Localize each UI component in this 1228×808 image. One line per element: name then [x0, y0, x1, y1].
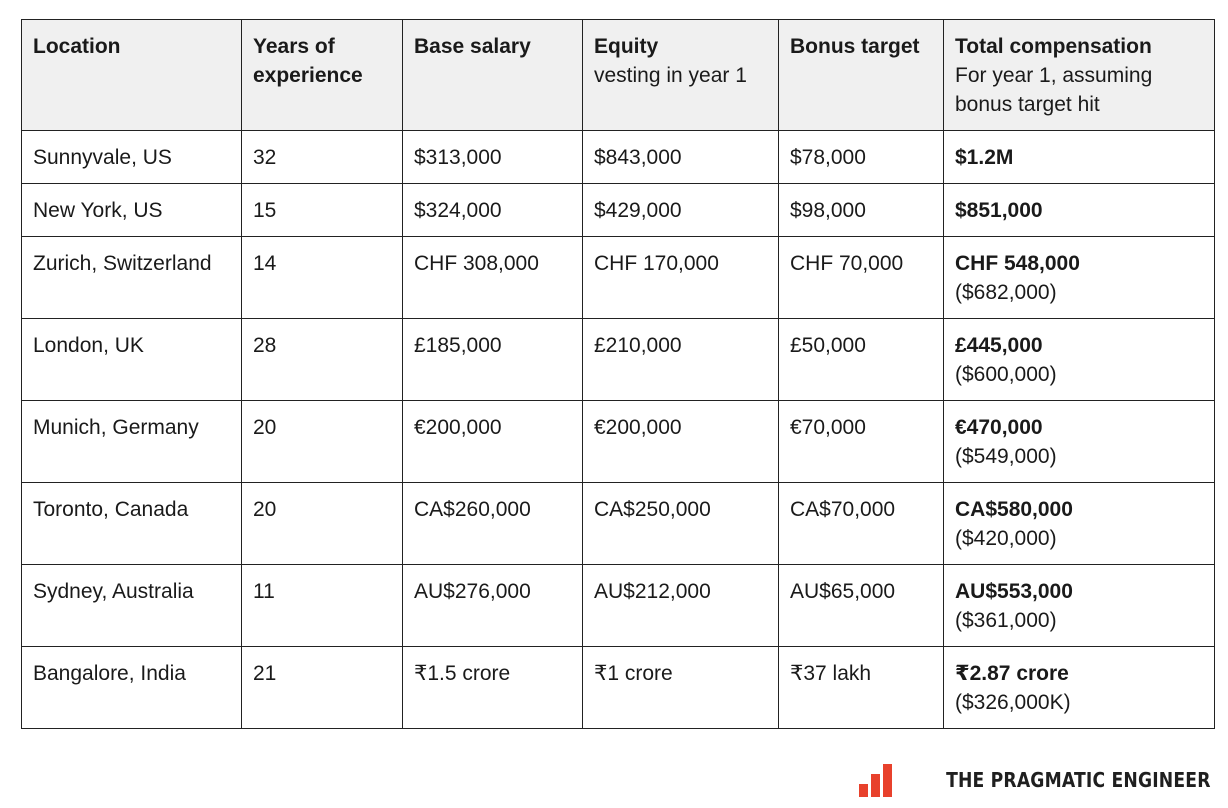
- table-row: [22, 483, 1215, 565]
- cell-equity: €200,000: [583, 401, 779, 483]
- total-local: $1.2M: [955, 146, 1014, 169]
- cell-bonus: CA$70,000: [779, 483, 944, 565]
- bar-chart-logo-icon: [859, 763, 893, 797]
- cell-years: 28: [242, 319, 403, 401]
- cell-bonus: CHF 70,000: [779, 237, 944, 319]
- cell-years: 32: [242, 131, 403, 184]
- cell-years: 20: [242, 483, 403, 565]
- header-equity: [583, 20, 779, 131]
- cell-bonus: €70,000: [779, 401, 944, 483]
- cell-location: Toronto, Canada: [22, 483, 242, 565]
- cell-years: 15: [242, 184, 403, 237]
- cell-base-salary: CHF 308,000: [403, 237, 583, 319]
- cell-base-salary: $324,000: [403, 184, 583, 237]
- cell-equity: AU$212,000: [583, 565, 779, 647]
- header-bonus-target-label: Bonus target: [790, 35, 920, 58]
- total-local: ₹2.87 crore: [955, 662, 1069, 685]
- cell-location: New York, US: [22, 184, 242, 237]
- total-usd: ($420,000): [955, 527, 1057, 550]
- cell-location: Munich, Germany: [22, 401, 242, 483]
- cell-total: [944, 237, 1215, 319]
- cell-base-salary: CA$260,000: [403, 483, 583, 565]
- cell-bonus: ₹37 lakh: [779, 647, 944, 729]
- total-local: AU$553,000: [955, 580, 1073, 603]
- header-years-label: Years of experience: [253, 35, 363, 87]
- cell-location: London, UK: [22, 319, 242, 401]
- cell-years: 14: [242, 237, 403, 319]
- cell-location: Zurich, Switzerland: [22, 237, 242, 319]
- header-base-salary: [403, 20, 583, 131]
- cell-base-salary: AU$276,000: [403, 565, 583, 647]
- table-row: [22, 319, 1215, 401]
- header-bonus-target: [779, 20, 944, 131]
- header-location: [22, 20, 242, 131]
- cell-total: [944, 483, 1215, 565]
- cell-base-salary: ₹1.5 crore: [403, 647, 583, 729]
- cell-bonus: £50,000: [779, 319, 944, 401]
- cell-location: Bangalore, India: [22, 647, 242, 729]
- cell-base-salary: €200,000: [403, 401, 583, 483]
- cell-years: 21: [242, 647, 403, 729]
- cell-bonus: $78,000: [779, 131, 944, 184]
- cell-equity: ₹1 crore: [583, 647, 779, 729]
- logo-bar-2: [871, 774, 880, 797]
- table-body: [22, 131, 1215, 729]
- table-row: [22, 237, 1215, 319]
- header-years: [242, 20, 403, 131]
- cell-total: [944, 319, 1215, 401]
- header-total-compensation-sublabel: For year 1, assuming bonus target hit: [955, 64, 1153, 116]
- header-total-compensation: [944, 20, 1215, 131]
- cell-base-salary: £185,000: [403, 319, 583, 401]
- total-local: $851,000: [955, 199, 1043, 222]
- table-row: [22, 131, 1215, 184]
- cell-equity: £210,000: [583, 319, 779, 401]
- header-total-compensation-label: Total compensation: [955, 35, 1152, 58]
- compensation-table: [21, 19, 1215, 729]
- total-usd: ($682,000): [955, 281, 1057, 304]
- logo-bar-3: [883, 764, 892, 797]
- cell-equity: $429,000: [583, 184, 779, 237]
- brand-name: THE PRAGMATIC ENGINEER: [946, 768, 1211, 792]
- cell-equity: CHF 170,000: [583, 237, 779, 319]
- header-location-label: Location: [33, 35, 121, 58]
- logo-bar-1: [859, 784, 868, 797]
- header-equity-sublabel: vesting in year 1: [594, 64, 747, 87]
- header-base-salary-label: Base salary: [414, 35, 531, 58]
- cell-location: Sydney, Australia: [22, 565, 242, 647]
- cell-total: [944, 401, 1215, 483]
- cell-bonus: $98,000: [779, 184, 944, 237]
- total-local: €470,000: [955, 416, 1043, 439]
- table-row: [22, 565, 1215, 647]
- total-usd: ($600,000): [955, 363, 1057, 386]
- cell-years: 20: [242, 401, 403, 483]
- table-row: [22, 401, 1215, 483]
- cell-total: [944, 647, 1215, 729]
- total-local: £445,000: [955, 334, 1043, 357]
- total-usd: ($549,000): [955, 445, 1057, 468]
- cell-bonus: AU$65,000: [779, 565, 944, 647]
- cell-total: [944, 565, 1215, 647]
- cell-location: Sunnyvale, US: [22, 131, 242, 184]
- cell-total: [944, 184, 1215, 237]
- cell-years: 11: [242, 565, 403, 647]
- cell-equity: CA$250,000: [583, 483, 779, 565]
- header-equity-label: Equity: [594, 35, 659, 58]
- brand-watermark: [859, 762, 1211, 798]
- table-row: [22, 184, 1215, 237]
- cell-total: [944, 131, 1215, 184]
- table-header: [22, 20, 1215, 131]
- header-row: [22, 20, 1215, 131]
- total-usd: ($326,000K): [955, 691, 1071, 714]
- total-local: CHF 548,000: [955, 252, 1080, 275]
- total-usd: ($361,000): [955, 609, 1057, 632]
- cell-base-salary: $313,000: [403, 131, 583, 184]
- table-row: [22, 647, 1215, 729]
- total-local: CA$580,000: [955, 498, 1073, 521]
- cell-equity: $843,000: [583, 131, 779, 184]
